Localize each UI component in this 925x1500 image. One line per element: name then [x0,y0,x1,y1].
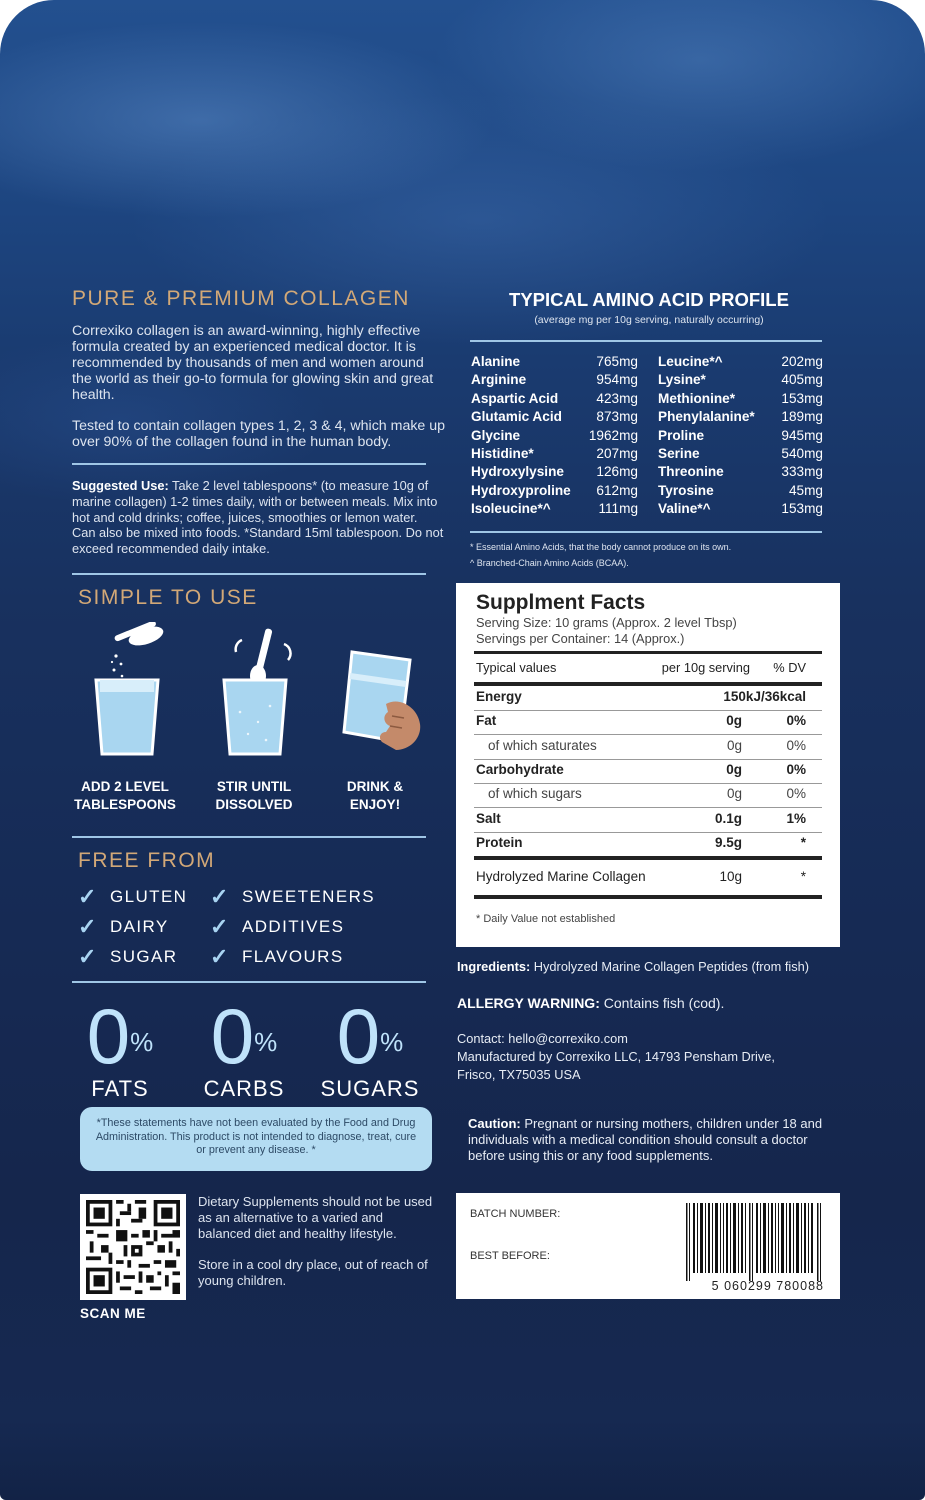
amino-value: 945mg [781,427,823,443]
facts-row [476,738,820,760]
amino-row [471,409,638,427]
facts-collagen-dv: * [800,869,806,884]
allergy-text: Contains fish (cod). [603,995,725,1011]
amino-row [658,428,823,446]
ingredients-label: Ingredients: [457,959,531,974]
facts-cell-c2: 0g [726,761,742,777]
amino-name: Lysine* [658,372,706,388]
check-icon: ✓ [210,914,230,939]
zero-label: SUGARS [320,1076,420,1101]
facts-row [476,835,820,857]
fda-disclaimer: *These statements have not been evaluated by the Food and Drug Administration. This product is not intended to diagnose, treat, cure or prevent any disease. * [80,1107,432,1171]
free-from-label: DAIRY [110,917,169,936]
allergy-warning [457,995,847,1011]
barcode-number: 5 060299 780088 [711,1279,824,1293]
facts-cell-c3: 0% [786,737,806,753]
facts-row [476,713,820,735]
amino-row [471,501,638,519]
facts-row-rule [474,807,822,808]
glass-add-icon [88,622,178,762]
step-drink-line2: ENJOY! [349,797,401,812]
facts-row-rule [474,832,822,833]
facts-header-serving: per 10g serving [661,660,750,675]
amino-name: Hydroxyproline [471,482,571,498]
facts-cell-c1: Salt [476,810,501,826]
amino-value: 111mg [598,501,638,517]
amino-value: 540mg [781,446,823,461]
facts-row [476,762,820,784]
check-icon: ✓ [210,884,230,909]
facts-cell-c1: Energy [476,689,522,704]
zero-carbs [192,992,296,1102]
zero-percent: % [380,1027,404,1057]
amino-value: 126mg [596,464,638,480]
amino-row [471,464,638,482]
amino-row [471,391,638,409]
facts-row-rule [474,783,822,784]
amino-value: 153mg [781,501,823,517]
zero-label: FATS [91,1076,149,1101]
step-stir-line1: STIR UNTIL [216,779,292,794]
amino-name: Phenylalanine* [658,409,755,425]
facts-cell-c1: Protein [476,834,523,850]
drink-icon [338,646,428,766]
amino-name: Proline [658,427,705,443]
amino-row [658,409,823,427]
facts-cell-c1: of which sugars [488,786,582,802]
storage-note: Store in a cool dry place, out of reach of young children. [198,1257,428,1288]
barcode-icon [684,1203,824,1281]
free-from-label: SWEETENERS [242,887,376,906]
facts-cell-c1: of which saturates [488,737,597,753]
free-from-item [78,914,169,940]
step-stir-line2: DISSOLVED [215,797,293,812]
facts-cell-c2: 0g [726,737,742,753]
facts-collagen-row [476,869,820,891]
amino-subtitle: (average mg per 10g serving, naturally occurring) [534,314,764,326]
amino-name: Tyrosine [658,482,714,498]
amino-name: Isoleucine*^ [471,501,551,517]
facts-row [476,786,820,808]
amino-value: 612mg [596,482,638,498]
facts-rule [474,895,822,899]
facts-row-rule [474,710,822,711]
qr-code-icon [86,1200,180,1294]
facts-cell-c3: * [800,834,806,850]
facts-cell-c2: 9.5g [714,834,742,850]
simple-heading: SIMPLE TO USE [78,586,258,609]
contact-email: Contact: hello@correxiko.com [457,1031,628,1046]
step-add-line2: TABLESPOONS [74,797,176,812]
manufacturer-line: Manufactured by Correxiko LLC, 14793 Pensham Drive, [457,1049,775,1064]
facts-cell-c3: 1% [786,810,806,826]
free-from-item [210,944,344,970]
glass-stir-icon [218,622,308,762]
amino-row [471,428,638,446]
suggested-use [72,478,444,557]
amino-name: Methionine* [658,390,736,406]
intro-paragraph: Correxiko collagen is an award-winning, highly effective formula created by an experienced medical doctor. It is recommended by thousands of men and women around the world as their go-to formula for glowing skin and great health. [72,323,434,403]
zero-percent: % [254,1027,278,1057]
collagen-types-paragraph: Tested to contain collagen types 1, 2, 3 & 4, which make up over 90% of the collagen found in the human body. [72,418,446,450]
divider [72,463,426,465]
step-add-line1: ADD 2 LEVEL [81,779,169,794]
free-from-item [210,884,375,910]
zero-sugars [316,992,424,1102]
amino-value: 873mg [596,409,638,425]
amino-row [658,483,823,501]
ingredients-text: Hydrolyzed Marine Collagen Peptides (from fish) [533,959,810,974]
amino-name: Glycine [471,427,521,443]
facts-collagen-amount: 10g [719,869,742,884]
amino-name: Alanine [471,354,521,369]
amino-row [658,501,823,519]
amino-value: 1962mg [588,427,638,443]
divider [72,836,426,838]
facts-row-rule [474,759,822,760]
suggested-use-label: Suggested Use: [72,478,169,493]
suggested-use-text: Take 2 level tablespoons* (to measure 10g of marine collagen) 1-2 times daily, with or between meals. Mix into hot and cold drinks; coffee, juices, smoothies or lemon water. Can also be mixed into foods. *Standard 15ml tablespoon. Do not exceed recommended daily intake. [72,478,444,557]
facts-cell-c3: 0% [786,786,806,802]
check-icon: ✓ [78,914,98,939]
amino-value: 45mg [788,482,823,498]
caution [468,1116,830,1164]
serving-size: Serving Size: 10 grams (Approx. 2 level Tbsp) [476,615,737,630]
zero-number: 0 [86,992,131,1080]
zero-number: 0 [336,992,381,1080]
amino-row [658,464,823,482]
manufacturer-address: Frisco, TX75035 USA [457,1067,581,1082]
step-stir [196,778,312,814]
batch-panel [456,1193,840,1299]
amino-value: 765mg [596,354,638,369]
qr-code[interactable] [80,1194,186,1300]
facts-title: Supplment Facts [476,591,646,614]
amino-row [658,354,823,372]
check-icon: ✓ [78,944,98,969]
facts-rule [474,682,822,686]
amino-name: Glutamic Acid [471,409,562,425]
amino-row [658,372,823,390]
facts-cell-c2: 0.1g [714,810,742,826]
facts-collagen-name: Hydrolyzed Marine Collagen [476,869,646,884]
amino-row [471,372,638,390]
facts-header-values: Typical values [476,660,557,675]
free-from-item [78,944,177,970]
facts-cell-c1: Carbohydrate [476,761,564,777]
amino-row [471,483,638,501]
amino-name: Valine*^ [658,501,711,517]
divider [470,340,822,342]
free-from-heading: FREE FROM [78,849,216,872]
caution-label: Caution: [468,1116,521,1131]
check-icon: ✓ [78,884,98,909]
amino-name: Hydroxylysine [471,464,564,480]
amino-value: 153mg [781,390,823,406]
amino-name: Serine [658,446,700,461]
batch-number-label: BATCH NUMBER: [470,1208,561,1220]
amino-note-essential: * Essential Amino Acids, that the body cannot produce on its own. [470,542,732,552]
divider [72,573,426,575]
amino-value: 333mg [781,464,823,480]
amino-value: 423mg [596,390,638,406]
ingredients [457,959,847,975]
facts-cell-c2: 0g [726,786,742,802]
amino-value: 405mg [781,372,823,388]
amino-name: Leucine*^ [658,354,723,369]
free-from-label: ADDITIVES [242,917,345,936]
contact-info [457,1030,847,1084]
amino-title: TYPICAL AMINO ACID PROFILE [509,289,789,310]
free-from-label: FLAVOURS [242,947,344,966]
intro-heading: PURE & PREMIUM COLLAGEN [72,287,410,310]
scan-me-label: SCAN ME [80,1306,146,1321]
amino-name: Histidine* [471,446,534,461]
free-from-item [210,914,344,940]
facts-row-rule [474,734,822,735]
amino-row [471,354,638,372]
amino-name: Threonine [658,464,724,480]
best-before-label: BEST BEFORE: [470,1250,550,1262]
amino-row [471,446,638,464]
free-from-label: GLUTEN [110,887,188,906]
facts-header-dv: % DV [773,660,806,675]
amino-value: 189mg [781,409,823,425]
amino-note-bcaa: ^ Branched-Chain Amino Acids (BCAA). [470,558,629,568]
amino-row [658,446,823,464]
step-drink [322,778,428,814]
facts-cell-c3: 0% [786,761,806,777]
zero-number: 0 [210,992,255,1080]
facts-cell-c2: 0g [726,713,742,729]
dv-note: * Daily Value not established [476,913,616,925]
step-add [62,778,188,814]
amino-name: Aspartic Acid [471,390,559,406]
zero-label: CARBS [203,1076,285,1101]
amino-row [658,391,823,409]
check-icon: ✓ [210,944,230,969]
dietary-note: Dietary Supplements should not be used as an alternative to a varied and balanced diet and healthy lifestyle. [198,1194,433,1241]
free-from-item [78,884,187,910]
amino-value: 202mg [781,354,823,369]
caution-text: Pregnant or nursing mothers, children under 18 and individuals with a medical condition should consult a doctor before using this or any food supplements. [468,1116,823,1163]
facts-row [476,811,820,833]
amino-value: 954mg [596,372,638,388]
free-from-label: SUGAR [110,947,178,966]
zero-percent: % [130,1027,154,1057]
allergy-label: ALLERGY WARNING: [457,995,600,1011]
divider [470,531,822,533]
facts-rule [474,651,822,654]
divider [72,981,426,983]
facts-cell-c2: 150kJ/36kcal [723,689,806,704]
zero-fats [72,992,168,1102]
step-drink-line1: DRINK & [346,779,404,794]
facts-cell-c3: 0% [786,713,806,729]
amino-value: 207mg [596,446,638,461]
facts-header-row [476,660,820,682]
servings-per-container: Servings per Container: 14 (Approx.) [476,631,685,646]
facts-row [476,689,820,711]
amino-name: Arginine [471,372,527,388]
supplement-facts-panel [456,583,840,947]
facts-cell-c1: Fat [476,713,497,729]
